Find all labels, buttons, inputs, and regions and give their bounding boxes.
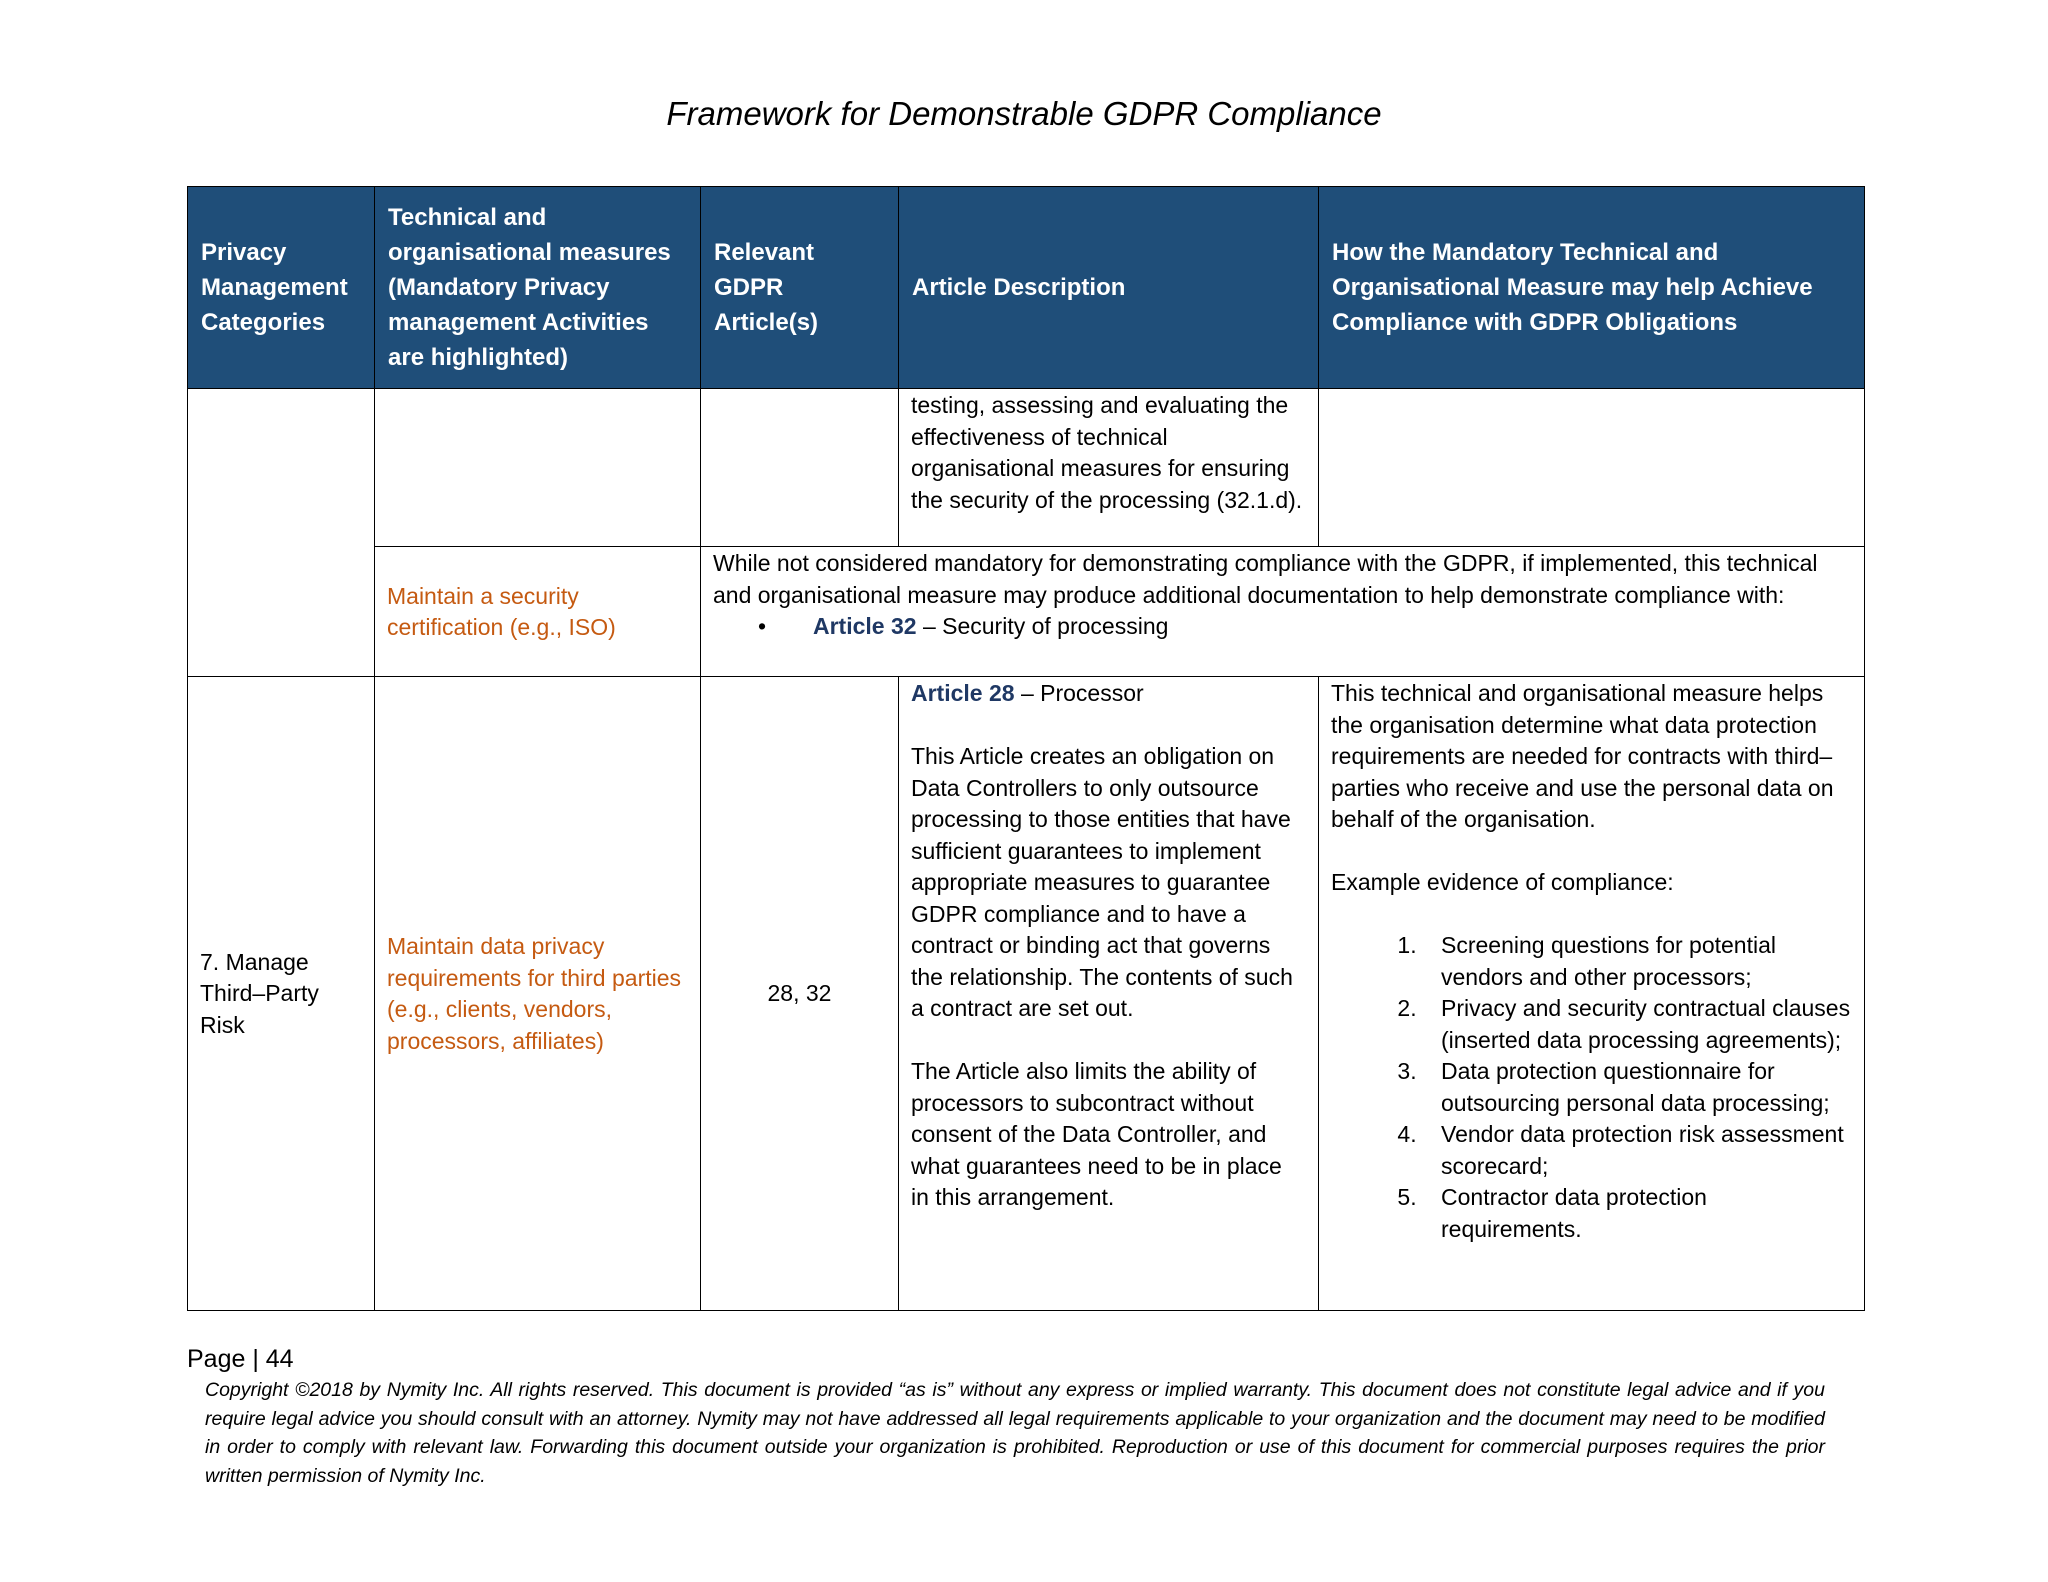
article-description-continued: testing, assessing and evaluating the effectiveness of technical organisational measures for ensuring the security of the processing (32.1.d). — [899, 389, 1319, 547]
list-item: 3. Data protection questionnaire for outsourcing personal data processing; — [1423, 1056, 1852, 1119]
measure-security-certification: Maintain a security certification (e.g., ISO) — [375, 547, 701, 677]
evidence-list — [1331, 930, 1852, 1245]
header-relevant-articles: Relevant GDPR Article(s) — [701, 187, 899, 389]
table-row — [188, 389, 1865, 547]
relevant-articles-value: 28, 32 — [701, 677, 899, 1311]
certification-note-cell — [701, 547, 1865, 677]
article-32-title: – Security of processing — [916, 613, 1169, 639]
compliance-help-cell — [1319, 677, 1865, 1311]
article-description-paragraph-2: The Article also limits the ability of processors to subcontract without consent of the Data Controller, and what guarantees need to be in place in this arrangement. — [911, 1058, 1282, 1210]
table-header-row — [188, 187, 1865, 389]
measure-cell-empty — [375, 389, 701, 547]
header-privacy-categories: Privacy Management Categories — [188, 187, 375, 389]
evidence-heading: Example evidence of compliance: — [1331, 869, 1674, 895]
category-cell-empty — [188, 389, 375, 677]
document-title: Framework for Demonstrable GDPR Compliance — [666, 95, 1382, 132]
certification-note: While not considered mandatory for demonstrating compliance with the GDPR, if implemented, this technical and organisational measure may produce additional documentation to help demonstrate compliance with: — [713, 550, 1818, 608]
article-28-link: Article 28 — [911, 680, 1015, 706]
copyright-notice: Copyright ©2018 by Nymity Inc. All rights reserved. This document is provided “as is” without any express or implied warranty. This document does not constitute legal advice and if you require legal advice you should consult with an attorney. Nymity may not have addressed all legal requirements applicable to your organization and the document may need to be modified in order to comply with relevant law. Forwarding this document outside your organization is prohibited. Reproduction or use of this document for commercial purposes requires the prior written permission of Nymity Inc. — [205, 1379, 1825, 1487]
article-28-title: – Processor — [1014, 680, 1144, 706]
measure-third-party-requirements: Maintain data privacy requirements for third parties (e.g., clients, vendors, processors, affiliates) — [375, 677, 701, 1311]
compliance-cell-empty — [1319, 389, 1865, 547]
header-measures: Technical and organisational measures (Mandatory Privacy management Activities are highlighted) — [375, 187, 701, 389]
page-number: Page | 44 — [187, 1345, 294, 1373]
header-compliance-help: How the Mandatory Technical and Organisational Measure may help Achieve Compliance with GDPR Obligations — [1319, 187, 1865, 389]
gdpr-compliance-table — [187, 186, 1865, 1311]
list-item: 4. Vendor data protection risk assessment scorecard; — [1423, 1119, 1852, 1182]
table-row — [188, 547, 1865, 677]
bullet-icon: • — [758, 613, 767, 639]
list-item: 5. Contractor data protection requirements. — [1423, 1182, 1852, 1245]
list-item: 1. Screening questions for potential vendors and other processors; — [1423, 930, 1852, 993]
header-article-description: Article Description — [899, 187, 1319, 389]
list-item — [758, 611, 1852, 643]
article-description-cell — [899, 677, 1319, 1311]
article-description-paragraph-1: This Article creates an obligation on Data Controllers to only outsource processing to those entities that have sufficient guarantees to implement appropriate measures to guarantee GDPR compliance and to have a contract or binding act that governs the relationship. The contents of such a contract are set out. — [911, 743, 1293, 1021]
table-row — [188, 677, 1865, 1311]
compliance-intro: This technical and organisational measure helps the organisation determine what data protection requirements are needed for contracts with third–parties who receive and use the personal data on behalf of the organisation. — [1331, 680, 1834, 832]
article-32-link: Article 32 — [813, 613, 917, 639]
list-item: 2. Privacy and security contractual clauses (inserted data processing agreements); — [1423, 993, 1852, 1056]
category-manage-third-party-risk: 7. Manage Third–Party Risk — [188, 677, 375, 1311]
articles-cell-empty — [701, 389, 899, 547]
